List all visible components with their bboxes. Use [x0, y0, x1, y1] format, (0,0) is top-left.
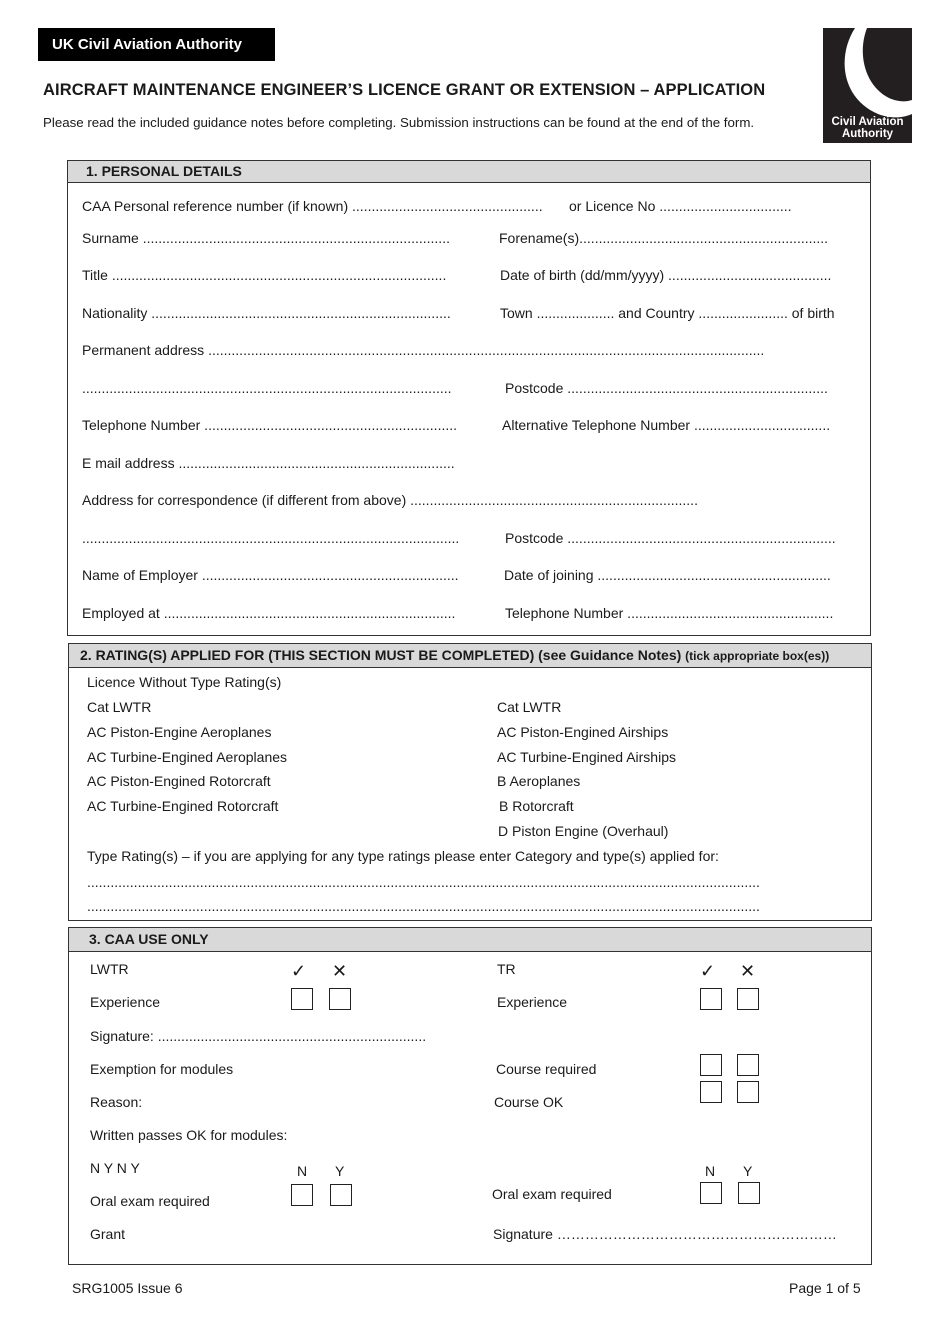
telephone-field[interactable]: Telephone Number .................................................................: [82, 417, 458, 433]
tr-experience-label: Experience: [497, 994, 568, 1010]
type-rating-line-1[interactable]: .............................................................................................................................................................................: [87, 874, 760, 890]
rating-left-0[interactable]: Cat LWTR: [87, 699, 152, 715]
title-field[interactable]: Title ......................................................................................: [82, 267, 447, 283]
lwtr-tick-icon: ✓: [291, 961, 307, 981]
course-required-yes-checkbox[interactable]: [700, 1054, 722, 1076]
tr-oral-n-checkbox[interactable]: [700, 1182, 722, 1204]
reason-label: Reason:: [90, 1094, 143, 1110]
type-rating-line-2[interactable]: .............................................................................................................................................................................: [87, 898, 760, 914]
email-field[interactable]: E mail address .......................................................................: [82, 455, 455, 471]
exemption-label: Exemption for modules: [90, 1061, 234, 1077]
grant-label: Grant: [90, 1226, 126, 1242]
section-3-heading: 3. CAA USE ONLY: [69, 928, 871, 952]
employed-at-field[interactable]: Employed at ...........................................................................: [82, 605, 456, 621]
course-required-no-checkbox[interactable]: [737, 1054, 759, 1076]
permanent-address-field[interactable]: Permanent address ...............................................................................................................................................: [82, 342, 765, 358]
rating-left-2[interactable]: AC Turbine-Engined Aeroplanes: [87, 749, 288, 765]
lwtr-experience-yes-checkbox[interactable]: [291, 988, 313, 1010]
caa-logo: [823, 28, 912, 143]
tr-label: TR: [497, 961, 516, 977]
grant-signature-field[interactable]: Signature ……………………………………………………: [493, 1226, 837, 1242]
postcode-field[interactable]: Postcode ...................................................................: [505, 380, 828, 396]
correspondence-address-line-2[interactable]: .................................................................................................: [82, 530, 460, 546]
tr-experience-no-checkbox[interactable]: [737, 988, 759, 1010]
nationality-field[interactable]: Nationality .............................................................................: [82, 305, 451, 321]
lwtr-cross-icon: ✕: [332, 961, 348, 981]
employer-telephone-field[interactable]: Telephone Number .....................................................: [505, 605, 834, 621]
rating-right-0[interactable]: Cat LWTR: [497, 699, 562, 715]
logo-line-1: Civil Aviation: [831, 116, 904, 128]
form-code: SRG1005 Issue 6: [72, 1280, 183, 1296]
form-intro: Please read the included guidance notes before completing. Submission instructions can be found at the end of the form.: [43, 115, 755, 130]
birth-place-field[interactable]: Town .................... and Country ....................... of birth: [500, 305, 835, 321]
rating-right-1[interactable]: AC Piston-Engined Airships: [497, 724, 669, 740]
rating-left-3[interactable]: AC Piston-Engined Rotorcraft: [87, 773, 271, 789]
forename-field[interactable]: Forename(s)................................................................: [499, 230, 829, 246]
surname-field[interactable]: Surname ...............................................................................: [82, 230, 450, 246]
correspondence-address-field[interactable]: Address for correspondence (if different from above) ..........................................................................: [82, 492, 698, 508]
lwtr-y-label: Y: [335, 1163, 345, 1179]
logo-line-2: Authority: [841, 128, 894, 140]
permanent-address-line-2[interactable]: ...............................................................................................: [82, 380, 452, 396]
caa-reference-field[interactable]: CAA Personal reference number (if known) .................................................: [82, 198, 543, 214]
tr-oral-y-checkbox[interactable]: [738, 1182, 760, 1204]
rating-right-2[interactable]: AC Turbine-Engined Airships: [497, 749, 676, 765]
rating-left-1[interactable]: AC Piston-Engine Aeroplanes: [87, 724, 272, 740]
lwtr-oral-exam-label: Oral exam required: [90, 1193, 210, 1209]
section-2-heading-note: (tick appropriate box(es)): [685, 649, 830, 663]
lwtr-oral-n-checkbox[interactable]: [291, 1184, 313, 1206]
nyny-label: N Y N Y: [90, 1160, 140, 1176]
tr-n-label: N: [705, 1163, 716, 1179]
rating-left-4[interactable]: AC Turbine-Engined Rotorcraft: [87, 798, 279, 814]
page-number: Page 1 of 5: [789, 1280, 861, 1296]
tr-oral-exam-label: Oral exam required: [492, 1186, 612, 1202]
correspondence-postcode-field[interactable]: Postcode .....................................................................: [505, 530, 836, 546]
licence-without-type-label: Licence Without Type Rating(s): [87, 674, 282, 690]
course-ok-yes-checkbox[interactable]: [700, 1081, 722, 1103]
lwtr-experience-no-checkbox[interactable]: [329, 988, 351, 1010]
caa-brand-label: UK Civil Aviation Authority: [38, 28, 275, 61]
rating-right-4[interactable]: B Rotorcraft: [499, 798, 574, 814]
employer-name-field[interactable]: Name of Employer ..................................................................: [82, 567, 459, 583]
tr-experience-yes-checkbox[interactable]: [700, 988, 722, 1010]
section-2-heading-main: 2. RATING(S) APPLIED FOR (THIS SECTION MUST BE COMPLETED) (see Guidance Notes): [80, 647, 682, 663]
course-required-label: Course required: [496, 1061, 597, 1077]
tr-y-label: Y: [743, 1163, 753, 1179]
lwtr-label: LWTR: [90, 961, 129, 977]
rating-right-5[interactable]: D Piston Engine (Overhaul): [498, 823, 669, 839]
tr-cross-icon: ✕: [740, 961, 756, 981]
lwtr-n-label: N: [297, 1163, 308, 1179]
tr-tick-icon: ✓: [700, 961, 716, 981]
licence-number-field[interactable]: or Licence No ..................................: [569, 198, 792, 214]
lwtr-oral-y-checkbox[interactable]: [330, 1184, 352, 1206]
course-ok-label: Course OK: [494, 1094, 564, 1110]
alt-telephone-field[interactable]: Alternative Telephone Number ...................................: [502, 417, 831, 433]
form-title: AIRCRAFT MAINTENANCE ENGINEER’S LICENCE GRANT OR EXTENSION – APPLICATION: [43, 81, 766, 99]
date-of-birth-field[interactable]: Date of birth (dd/mm/yyyy) ..........................................: [500, 267, 832, 283]
rating-right-3[interactable]: B Aeroplanes: [497, 773, 581, 789]
section-1-heading: 1. PERSONAL DETAILS: [68, 161, 870, 183]
written-passes-label: Written passes OK for modules:: [90, 1127, 288, 1143]
date-of-joining-field[interactable]: Date of joining ............................................................: [504, 567, 831, 583]
lwtr-experience-label: Experience: [90, 994, 161, 1010]
course-ok-no-checkbox[interactable]: [737, 1081, 759, 1103]
section-2-heading: [69, 644, 871, 668]
caa-signature-field[interactable]: Signature: .....................................................................: [90, 1028, 427, 1044]
type-rating-label: Type Rating(s) – if you are applying for any type ratings please enter Category and type(s) applied for:: [87, 848, 719, 864]
